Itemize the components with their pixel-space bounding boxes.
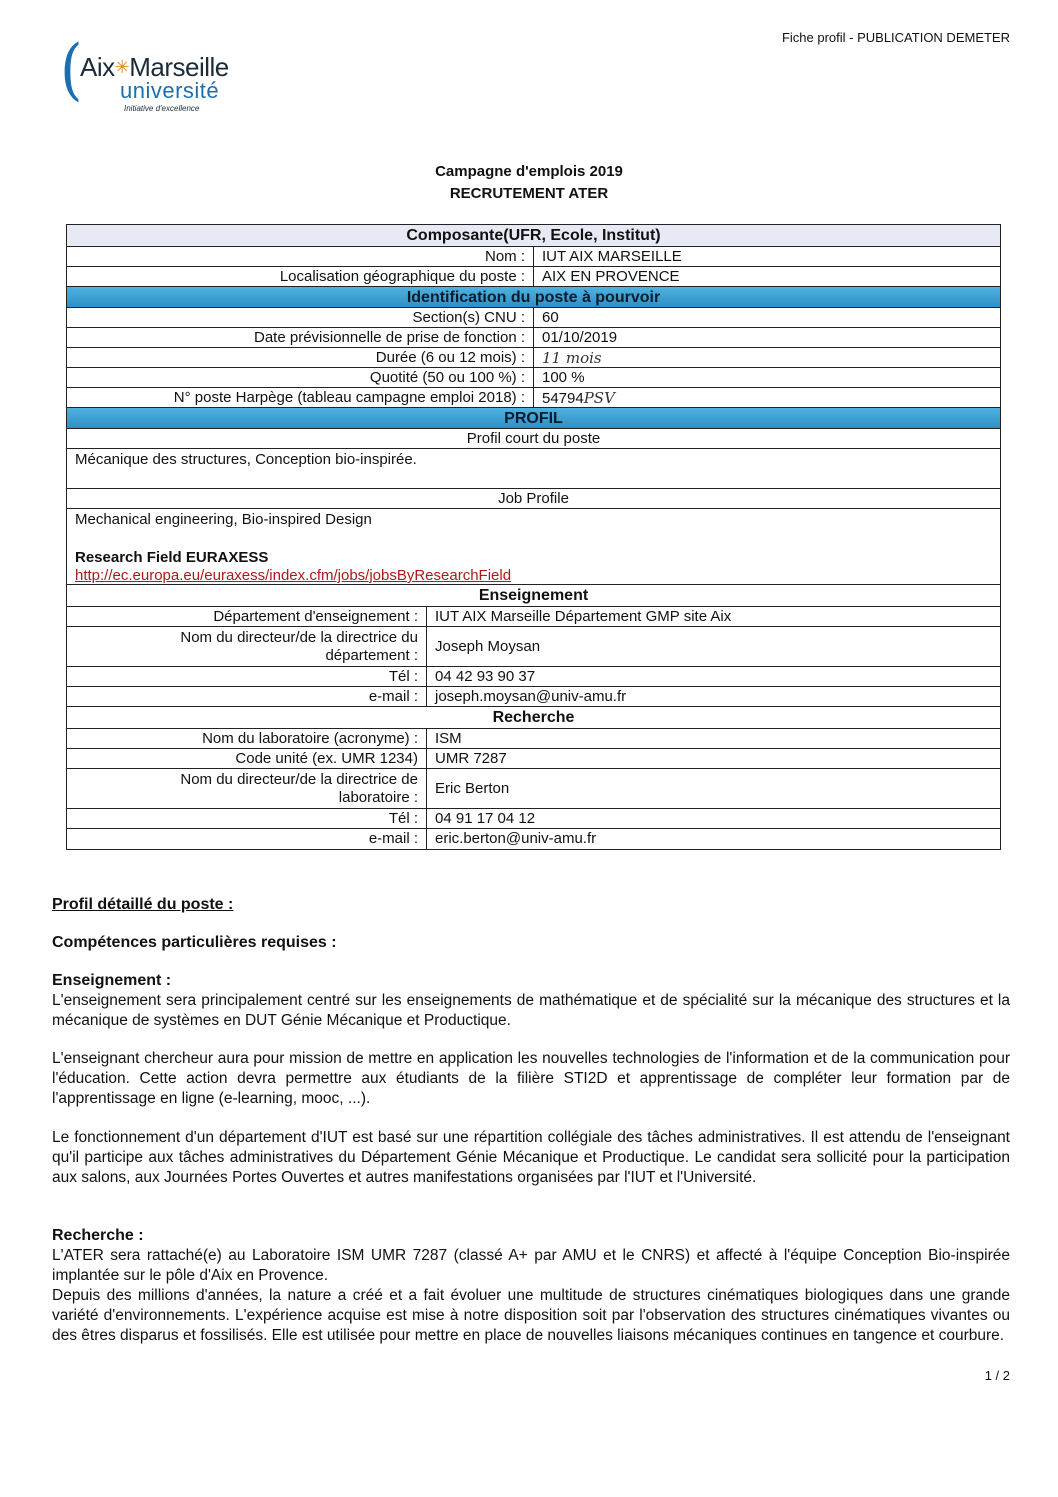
fiche-profil-note: Fiche profil - PUBLICATION DEMETER [781, 30, 1010, 45]
logo-line-2: université [120, 78, 220, 103]
ens-director-label: Nom du directeur/de la directrice du département : [180, 629, 418, 664]
rech-tel-label: Tél : [388, 810, 418, 827]
enseignement-heading: Enseignement : [52, 972, 172, 989]
ens-email-value: joseph.moysan@univ-amu.fr [426, 687, 1000, 706]
code-row [67, 749, 1000, 769]
poste-handwritten: PSV [583, 389, 615, 407]
recherche-heading: Recherche : [52, 1227, 144, 1244]
rech-email-label: e-mail : [368, 830, 418, 847]
enseignement-header: Enseignement [67, 585, 1000, 607]
labo-row [67, 729, 1000, 749]
date-value: 01/10/2019 [533, 328, 1000, 347]
ens-email-label: e-mail : [368, 688, 418, 705]
rech-email-value: eric.berton@univ-amu.fr [426, 829, 1000, 849]
localisation-row [67, 267, 1000, 287]
code-value: UMR 7287 [426, 749, 1000, 768]
competences-heading: Compétences particulières requises : [52, 934, 337, 951]
profil-header: PROFIL [67, 408, 1000, 429]
profil-court-label: Profil court du poste [67, 429, 1000, 449]
localisation-label: Localisation géographique du poste : [279, 268, 525, 285]
composante-header: Composante(UFR, Ecole, Institut) [67, 225, 1000, 247]
dept-label: Département d'enseignement : [213, 608, 418, 625]
research-field-label: Research Field EURAXESS [75, 549, 269, 566]
poste-value: 54794 [542, 390, 584, 407]
nom-label: Nom : [484, 248, 525, 265]
duree-label: Durée (6 ou 12 mois) : [375, 349, 525, 366]
duree-row [67, 348, 1000, 368]
section-label: Section(s) CNU : [412, 309, 525, 326]
code-label: Code unité (ex. UMR 1234) [235, 750, 418, 767]
enseignement-paragraph-3: Le fonctionnement d'un département d'IUT est basé sur une répartition collégiale des tâches administratives. Il est attendu de l'enseignant qu'il participe aux tâches administratives du Département Génie Mécanique et Productique. Le candidat sera sollicité pour la participation aux salons, aux Journées Portes Ouvertes et autres manifestations organisées par l'IUT et l'Université. [52, 1129, 1010, 1186]
enseignement-paragraph-1: L'enseignement sera principalement centré sur les enseignements de mathématique et de spécialité sur la mécanique des structures et la mécanique de systèmes en DUT Génie Mécanique et Productique. [52, 992, 1010, 1029]
rech-director-label: Nom du directeur/de la directrice de laboratoire : [180, 771, 418, 806]
ens-tel-row [67, 667, 1000, 687]
date-label: Date prévisionnelle de prise de fonction : [254, 329, 525, 346]
localisation-value: AIX EN PROVENCE [533, 267, 1000, 286]
date-row [67, 328, 1000, 348]
job-form-table [66, 224, 1001, 850]
poste-value-cell [533, 388, 1000, 407]
campaign-title: Campagne d'emplois 2019 [435, 163, 623, 180]
ens-director-row [67, 627, 1000, 667]
logo-line-1: Aix✳Marseille [80, 52, 229, 82]
recherche-paragraph-2: Depuis des millions d'années, la nature a créé et a fait évoluer une multitude de structures cinématiques biologiques dans une grande variété d'environnements. L'expérience acquise est mise à notre disposition soit par l'observation des structures cinématiques vivantes ou des êtres disparus et fossilisés. Elle est utilisée pour mettre en place de nouvelles liaisons mécaniques continues en tangence et courbure. [52, 1287, 1010, 1344]
detailed-profile-title: Profil détaillé du poste : [52, 896, 234, 913]
ens-tel-value: 04 42 93 90 37 [426, 667, 1000, 686]
section-row [67, 308, 1000, 328]
quotite-row [67, 368, 1000, 388]
nom-value: IUT AIX MARSEILLE [533, 247, 1000, 266]
rech-tel-row [67, 809, 1000, 829]
rech-director-row [67, 769, 1000, 809]
dept-value: IUT AIX Marseille Département GMP site Aix [426, 607, 1000, 626]
logo-line-3: Initiative d'excellence [124, 104, 200, 113]
rech-email-row [67, 829, 1000, 849]
page-number: 1 / 2 [984, 1368, 1010, 1383]
job-profile-value: Mechanical engineering, Bio-inspired Design [75, 511, 372, 528]
dept-row [67, 607, 1000, 627]
recherche-paragraph-1: L'ATER sera rattaché(e) au Laboratoire ISM UMR 7287 (classé A+ par AMU et le CNRS) et affecté à l'équipe Conception Bio-inspirée implantée sur le pôle d'Aix en Provence. [52, 1247, 1010, 1284]
profil-court-value: Mécanique des structures, Conception bio-inspirée. [67, 449, 1000, 489]
rech-tel-value: 04 91 17 04 12 [426, 809, 1000, 828]
ens-email-row [67, 687, 1000, 707]
quotite-value: 100 % [533, 368, 1000, 387]
enseignement-paragraph-2: L'enseignant chercheur aura pour mission de mettre en application les nouvelles technologies de l'information et de la communication pour l'éducation. Cette action devra permettre aux étudiants de la filière STI2D et apprentissage de compléter leur formation par de l'apprentissage en ligne (e-learning, mooc, ...). [52, 1050, 1010, 1107]
amu-logo [60, 29, 260, 116]
profil-details-block [67, 509, 1000, 585]
labo-label: Nom du laboratoire (acronyme) : [202, 730, 418, 747]
section-value: 60 [533, 308, 1000, 327]
nom-row [67, 247, 1000, 267]
poste-label: N° poste Harpège (tableau campagne emploi 2018) : [173, 389, 525, 406]
identification-header: Identification du poste à pourvoir [67, 287, 1000, 308]
logo-bracket-icon: ( [60, 29, 83, 109]
duree-value: 11 mois [533, 348, 1000, 367]
labo-value: ISM [426, 729, 1000, 748]
ens-tel-label: Tél : [388, 668, 418, 685]
quotite-label: Quotité (50 ou 100 %) : [369, 369, 525, 386]
rech-director-value: Eric Berton [426, 769, 1000, 808]
poste-row [67, 388, 1000, 408]
star-icon: ✳ [114, 57, 130, 77]
euraxess-link[interactable]: http://ec.europa.eu/euraxess/index.cfm/jobs/jobsByResearchField [75, 567, 512, 584]
recruitment-title: RECRUTEMENT ATER [449, 185, 609, 202]
ens-director-value: Joseph Moysan [426, 627, 1000, 666]
recherche-header: Recherche [67, 707, 1000, 729]
job-profile-label: Job Profile [67, 489, 1000, 509]
